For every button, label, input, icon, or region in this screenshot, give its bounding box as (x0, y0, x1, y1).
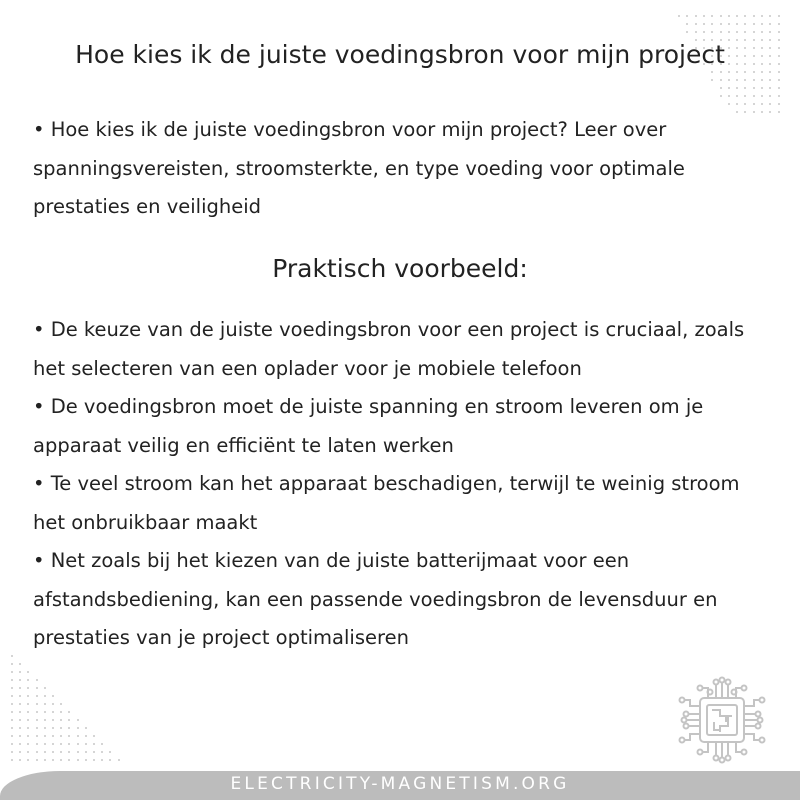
footer-site-name: ELECTRICITY-MAGNETISM.ORG (230, 774, 570, 794)
list-item: • De keuze van de juiste voedingsbron voor een project is cruciaal, zoals het selecteren van een oplader voor je mobiele telefoon (33, 318, 745, 380)
bullet-list (33, 311, 773, 658)
footer-bar (0, 771, 800, 800)
example-heading: Praktisch voorbeeld: (272, 254, 528, 283)
page-title: Hoe kies ik de juiste voedingsbron voor mijn project (75, 40, 725, 69)
circuit-chip-icon (672, 672, 772, 768)
list-item: • Net zoals bij het kiezen van de juiste batterijmaat voor een afstandsbediening, kan een passende voedingsbron de levensduur en prestaties van je project optimaliseren (33, 549, 718, 649)
list-item: • De voedingsbron moet de juiste spanning en stroom leveren om je apparaat veilig en efficiënt te laten werken (33, 395, 704, 457)
list-item: • Te veel stroom kan het apparaat beschadigen, terwijl te weinig stroom het onbruikbaar maakt (33, 472, 740, 534)
intro-text: • Hoe kies ik de juiste voedingsbron voor mijn project? Leer over spanningsvereisten, stroomsterkte, en type voeding voor optimale prestaties en veiligheid (33, 118, 685, 218)
